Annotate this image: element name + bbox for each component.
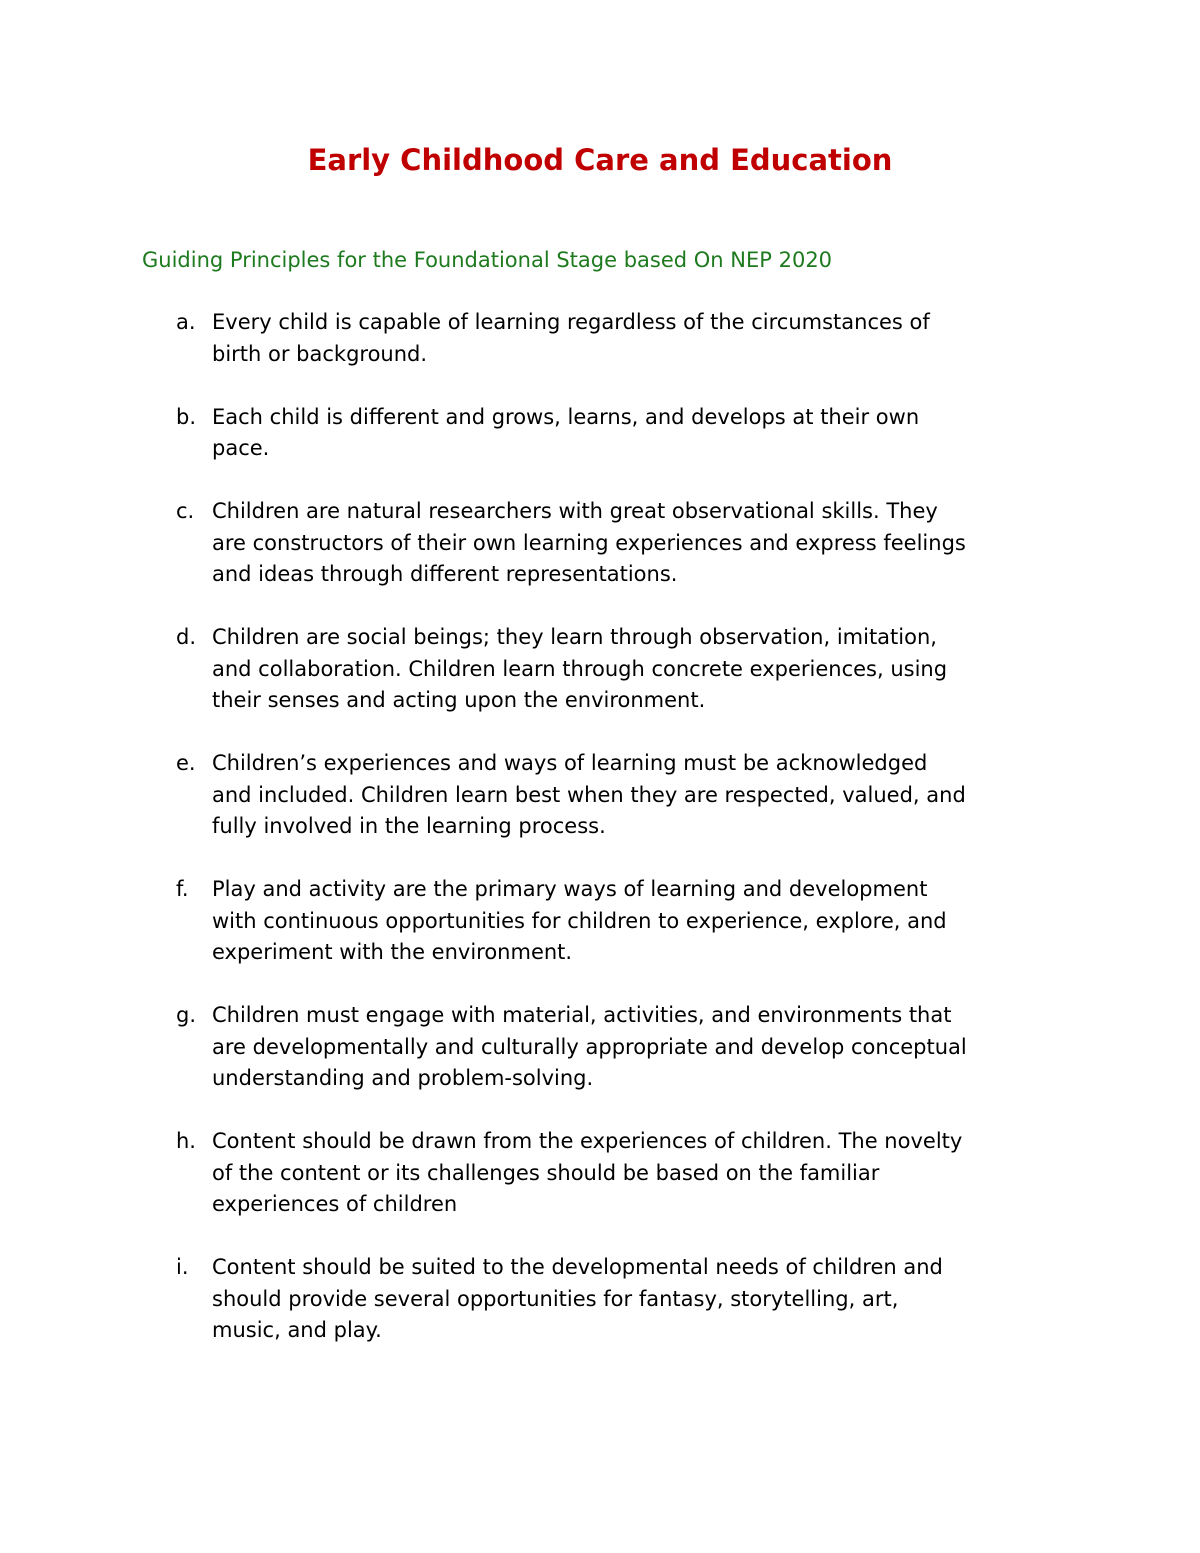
principle-marker: b.: [176, 404, 197, 429]
document-title: Early Childhood Care and Education: [307, 143, 893, 177]
principle-item: [142, 874, 1072, 969]
principle-text: Content should be drawn from the experiences of children. The novelty of the content or its challenges should be based on the familiar experiences of children: [212, 1129, 963, 1216]
principle-text: Content should be suited to the developmental needs of children and should provide several opportunities for fantasy, storytelling, art, music, and play.: [212, 1255, 943, 1342]
principle-item: [142, 622, 1072, 717]
principle-marker: g.: [176, 1003, 197, 1027]
principle-item: [142, 1126, 1072, 1221]
principle-text: Children’s experiences and ways of learning must be acknowledged and included. Children learn best when they are respected, valued, and fully involved in the learning process.: [212, 751, 966, 838]
principle-text: Children must engage with material, activities, and environments that are developmentally and culturally appropriate and develop conceptual understanding and problem-solving.: [212, 1003, 967, 1090]
principle-text: Each child is different and grows, learns, and develops at their own pace.: [212, 404, 920, 460]
principle-marker: c.: [176, 499, 195, 523]
principle-marker: d.: [176, 625, 197, 649]
principle-text: Children are social beings; they learn through observation, imitation, and collaboration. Children learn through concrete experiences, using their senses and acting upon the environment.: [212, 625, 948, 712]
principle-marker: i.: [176, 1255, 189, 1279]
principle-item: [142, 1252, 1072, 1347]
principle-item: [142, 307, 1072, 370]
principle-item: [142, 748, 1072, 843]
principle-marker: f.: [176, 877, 189, 901]
principle-item: [142, 1000, 1072, 1095]
principle-marker: h.: [176, 1129, 196, 1153]
principle-text: Play and activity are the primary ways of learning and development with continuous opportunities for children to experience, explore, and experiment with the environment.: [212, 877, 947, 964]
principle-text: Children are natural researchers with great observational skills. They are constructors of their own learning experiences and express feelings and ideas through different representations.: [212, 499, 966, 586]
principle-marker: e.: [176, 751, 196, 775]
document-subtitle: Guiding Principles for the Foundational Stage based On NEP 2020: [142, 248, 833, 272]
principles-list: [142, 307, 1072, 1378]
principle-text: Every child is capable of learning regardless of the circumstances of birth or background.: [212, 310, 930, 366]
principle-item: [142, 496, 1072, 591]
principle-item: [142, 402, 1072, 465]
principle-marker: a.: [176, 310, 196, 334]
